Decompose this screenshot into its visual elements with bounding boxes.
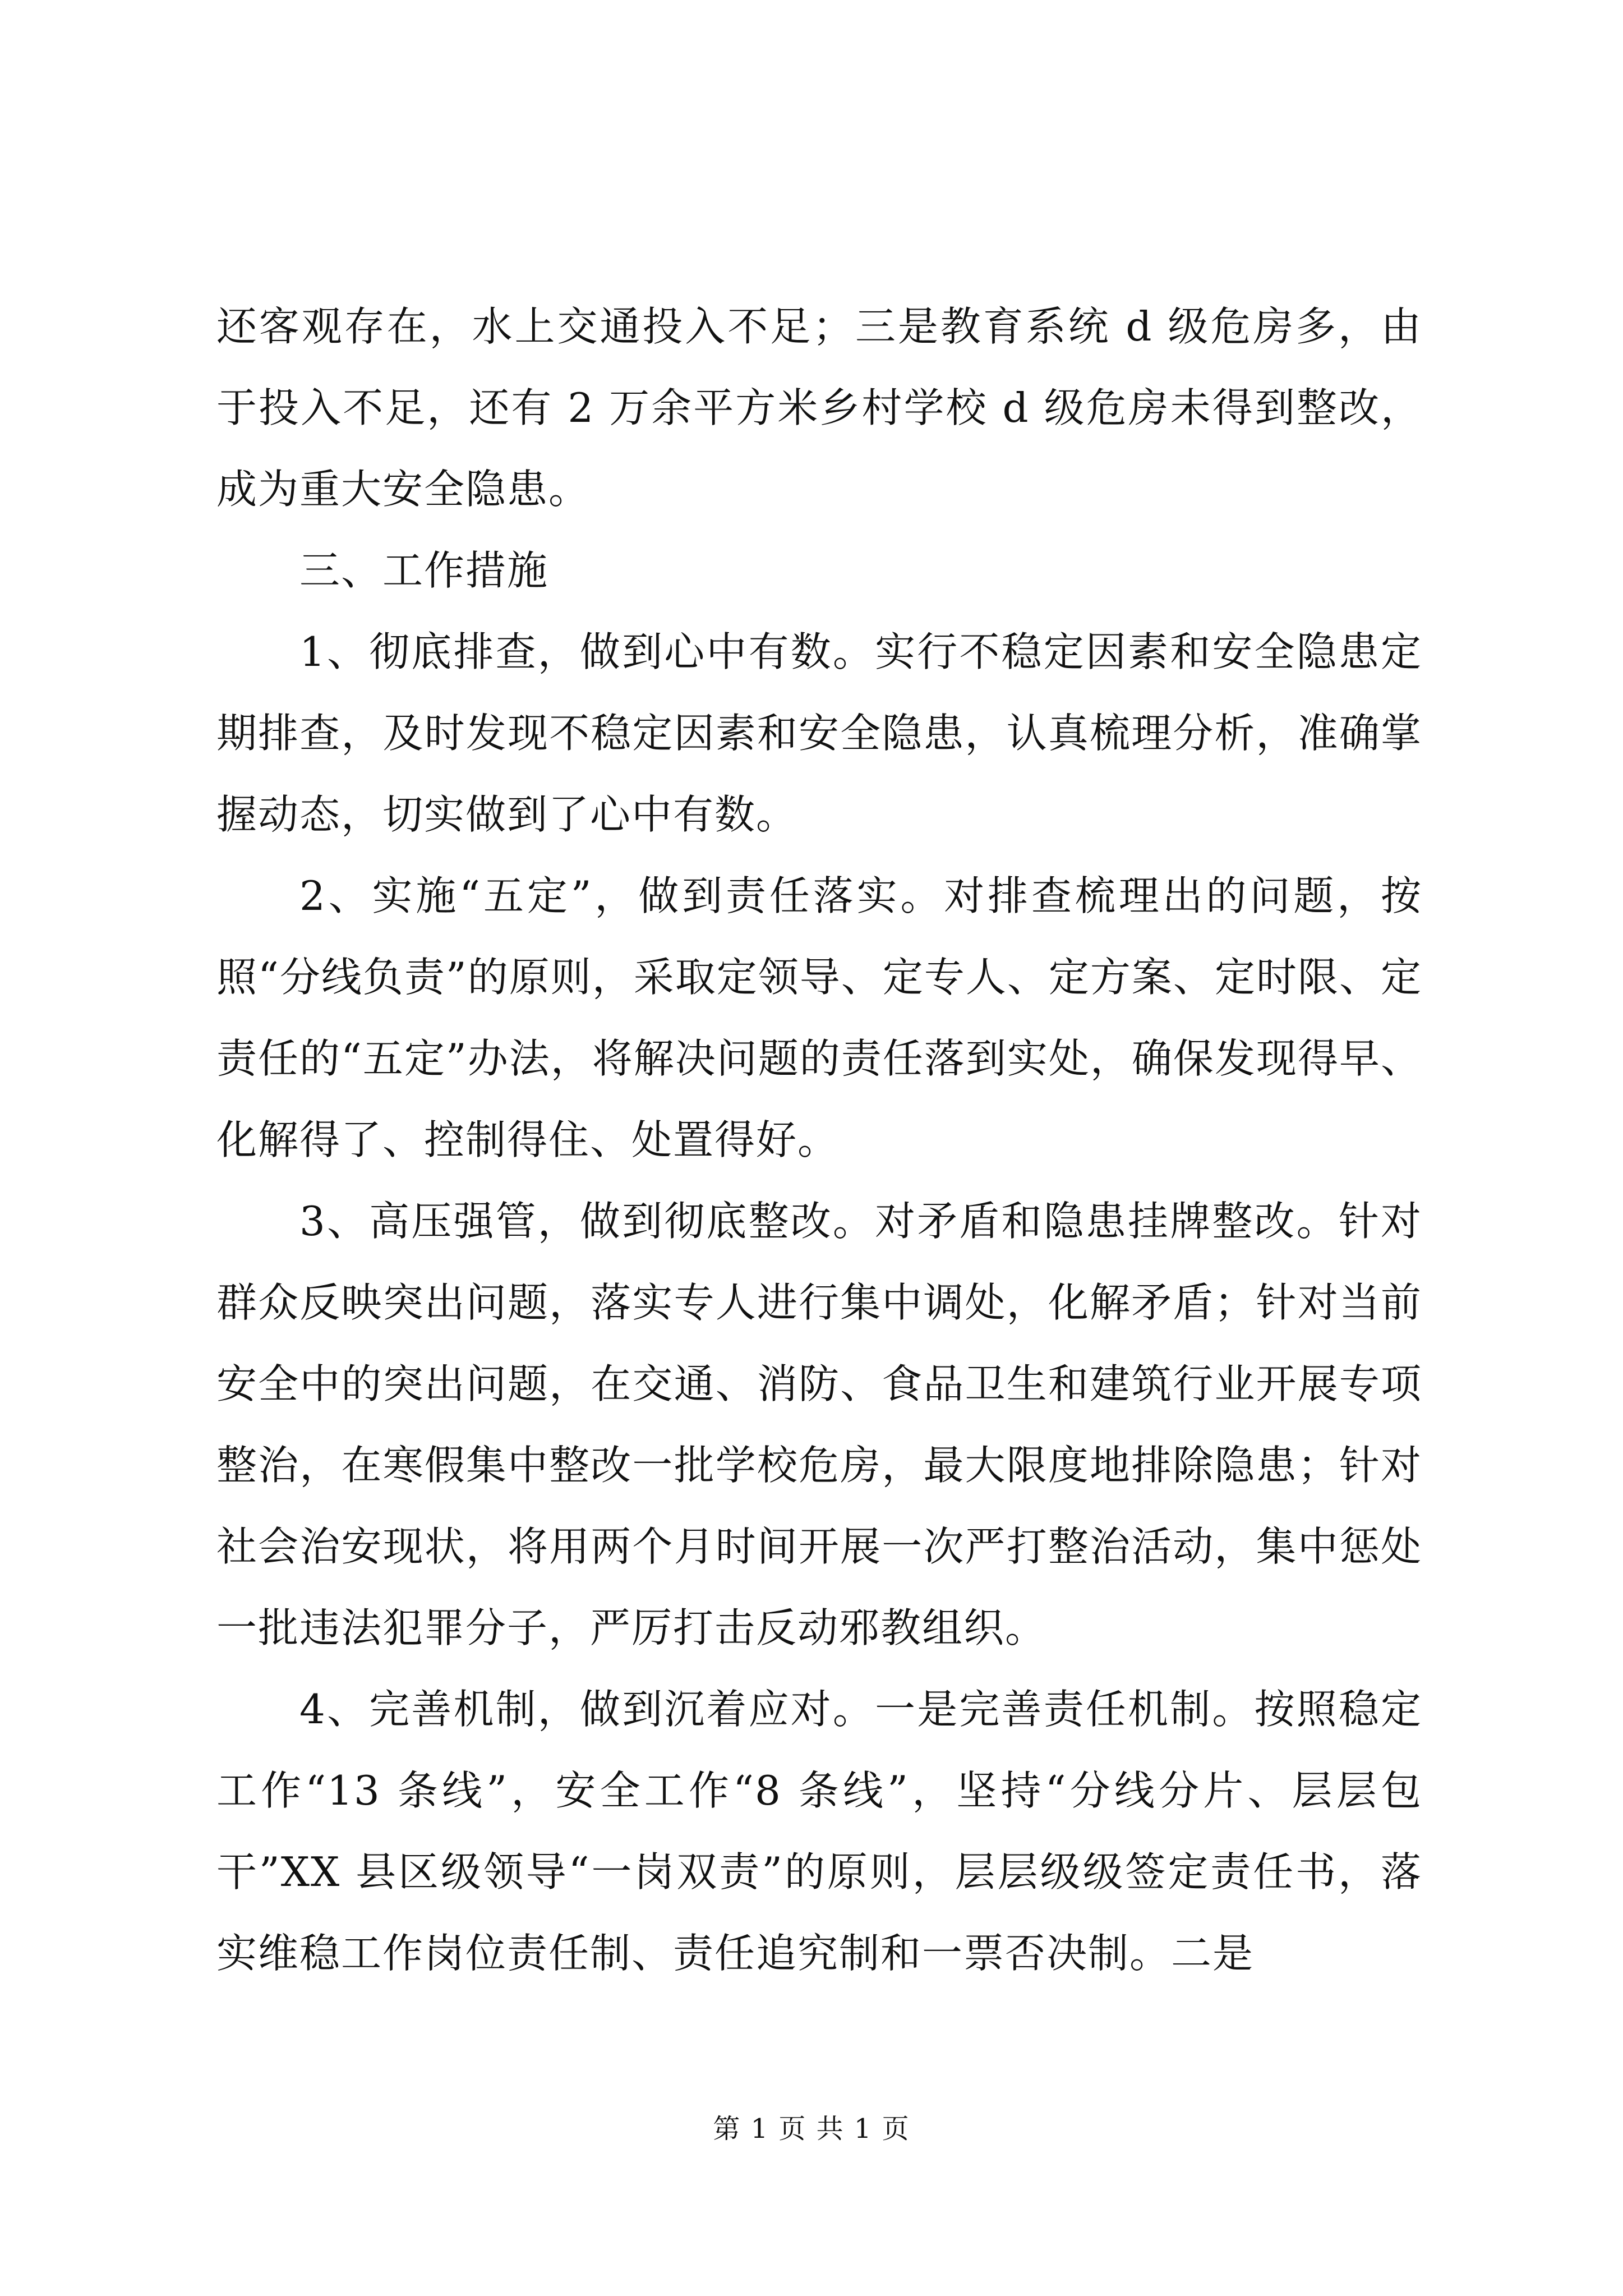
section-heading: 三、工作措施 [299,547,549,594]
document-body [216,286,1422,1994]
paragraph-measure-4: 4、完善机制，做到沉着应对。一是完善责任机制。按照稳定工作“13 条线”，安全工作“8 条线”，坚持“分线分片、层层包干”XX 县区级领导“一岗双责”的原则，层层级级签定责任书，落实维稳工作岗位责任制、责任追究制和一票否决制。二是 [216,1686,1422,1977]
paragraph-measure-1: 1、彻底排查，做到心中有数。实行不稳定因素和安全隐患定期排查，及时发现不稳定因素和安全隐患，认真梳理分析，准确掌握动态，切实做到了心中有数。 [216,628,1422,838]
page-footer: 第 1 页 共 1 页 [713,2113,910,2145]
paragraph-measure-2: 2、实施“五定”，做到责任落实。对排查梳理出的问题，按照“分线负责”的原则，采取定领导、定专人、定方案、定时限、定责任的“五定”办法，将解决问题的责任落到实处，确保发现得早、化解得了、控制得住、处置得好。 [216,872,1422,1163]
paragraph-measure-3: 3、高压强管，做到彻底整改。对矛盾和隐患挂牌整改。针对群众反映突出问题，落实专人进行集中调处，化解矛盾；针对当前安全中的突出问题，在交通、消防、食品卫生和建筑行业开展专项整治，在寒假集中整改一批学校危房，最大限度地排除隐患；针对社会治安现状，将用两个月时间开展一次严打整治活动，集中惩处一批违法犯罪分子，严厉打击反动邪教组织。 [216,1198,1422,1651]
paragraph-continuation: 还客观存在，水上交通投入不足；三是教育系统 d 级危房多，由于投入不足，还有 2 万余平方米乡村学校 d 级危房未得到整改，成为重大安全隐患。 [216,303,1422,513]
